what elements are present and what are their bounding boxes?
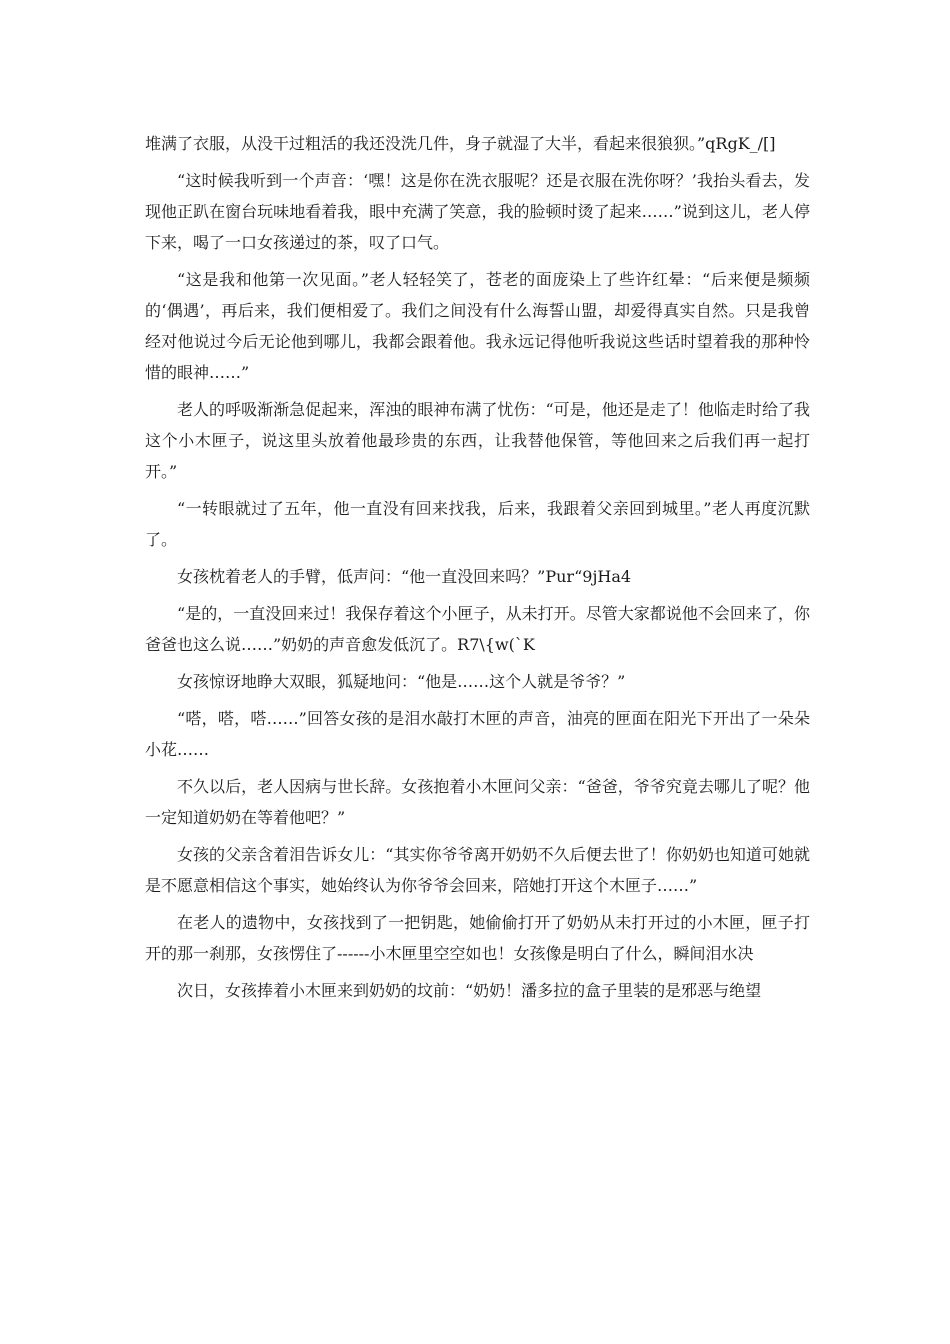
paragraph-5: “一转眼就过了五年，他一直没有回来找我，后来，我跟着父亲回到城里。”老人再度沉默了。: [145, 499, 810, 549]
paragraph-6: 女孩枕着老人的手臂，低声问：“他一直没回来吗？”Pur“9jHa4: [177, 567, 632, 586]
paragraph-8: 女孩惊讶地睁大双眼，狐疑地问：“他是……这个人就是爷爷？”: [177, 672, 626, 691]
paragraph-3: “这是我和他第一次见面。”老人轻轻笑了，苍老的面庞染上了些许红晕：“后来便是频频的‘偶遇’，再后来，我们便相爱了。我们之间没有什么海誓山盟，却爱得真实自然。只是我曾经对他说过今后无论他到哪儿，我都会跟着他。我永远记得他听我说这些话时望着我的那种怜惜的眼神……”: [145, 270, 810, 382]
paragraph-9: “嗒，嗒，嗒……”回答女孩的是泪水敲打木匣的声音，油亮的匣面在阳光下开出了一朵朵小花……: [145, 709, 810, 759]
paragraph-12: 在老人的遗物中，女孩找到了一把钥匙，她偷偷打开了奶奶从未打开过的小木匣，匣子打开的那一刹那，女孩愣住了------小木匣里空空如也！女孩像是明白了什么，瞬间泪水决: [145, 913, 810, 963]
paragraph-2: “这时候我听到一个声音：‘嘿！这是你在洗衣服呢？还是衣服在洗你呀？’我抬头看去，发现他正趴在窗台玩味地看着我，眼中充满了笑意，我的脸顿时烫了起来……”说到这儿，老人停下来，喝了一口女孩递过的茶，叹了口气。: [145, 171, 810, 252]
paragraph-13: 次日，女孩捧着小木匣来到奶奶的坟前：“奶奶！潘多拉的盒子里装的是邪恶与绝望: [177, 981, 762, 1000]
paragraph-4: 老人的呼吸渐渐急促起来，浑浊的眼神布满了忧伤：“可是，他还是走了！他临走时给了我这个小木匣子，说这里头放着他最珍贵的东西，让我替他保管，等他回来之后我们再一起打开。”: [145, 400, 810, 481]
paragraph-7: “是的，一直没回来过！我保存着这个小匣子，从未打开。尽管大家都说他不会回来了，你爸爸也这么说……”奶奶的声音愈发低沉了。R7\{w(`K: [145, 604, 810, 654]
paragraph-10: 不久以后，老人因病与世长辞。女孩抱着小木匣问父亲：“爸爸，爷爷究竟去哪儿了呢？他一定知道奶奶在等着他吧？”: [145, 777, 810, 827]
document-body: [145, 128, 810, 1012]
paragraph-11: 女孩的父亲含着泪告诉女儿：“其实你爷爷离开奶奶不久后便去世了！你奶奶也知道可她就是不愿意相信这个事实，她始终认为你爷爷会回来，陪她打开这个木匣子……”: [145, 845, 810, 895]
paragraph-1: 堆满了衣服，从没干过粗活的我还没洗几件，身子就湿了大半，看起来很狼狈。”qRgK_/[]: [145, 134, 776, 153]
